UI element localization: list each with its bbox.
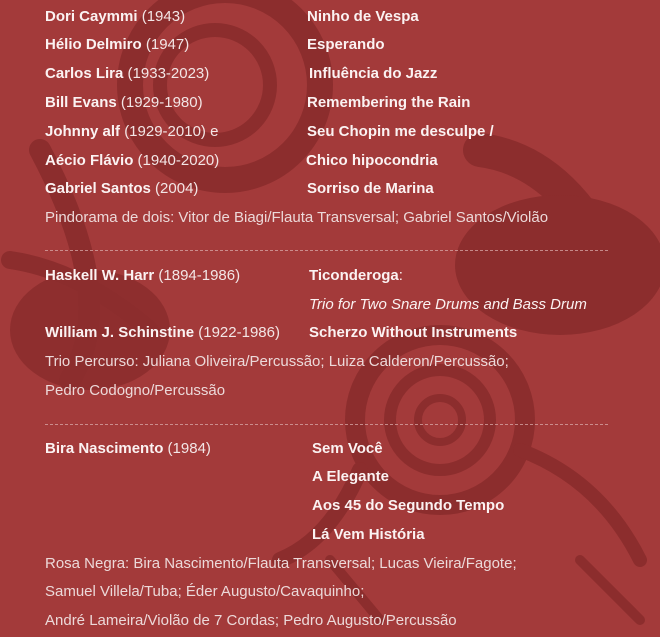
composer-years: (1943) <box>141 8 186 25</box>
composer-years: (1947) <box>145 36 190 53</box>
composer-name: Aécio Flávio <box>45 152 134 169</box>
composer-name: Bill Evans <box>45 94 117 111</box>
composer-years: (1929-1980) <box>120 94 203 111</box>
performers-line: Samuel Villela/Tuba; Éder Augusto/Cavaquinho; <box>45 583 365 600</box>
section-divider <box>45 424 608 425</box>
composer-name: Bira Nascimento <box>45 440 164 457</box>
composer-name: Dori Caymmi <box>45 8 138 25</box>
work-title: Chico hipocondria <box>306 152 438 169</box>
work-subtitle: Trio for Two Snare Drums and Bass Drum <box>309 296 587 313</box>
composer-years: (1984) <box>167 440 211 457</box>
composer-years: (1929-2010) e <box>124 123 219 140</box>
composer-years: (1922-1986) <box>198 324 280 341</box>
composer-name: Hélio Delmiro <box>45 36 142 53</box>
work-title: Lá Vem História <box>312 526 425 543</box>
composer-name: William J. Schinstine <box>45 324 195 341</box>
work-title: Influência do Jazz <box>309 65 438 82</box>
work-title: Remembering the Rain <box>307 94 471 111</box>
work-title: Scherzo Without Instruments <box>309 324 518 341</box>
work-title-suffix: : <box>398 267 403 284</box>
work-title: Ticonderoga <box>309 267 399 284</box>
composer-years: (1933-2023) <box>127 65 210 82</box>
composer-years: (1894-1986) <box>158 267 241 284</box>
performers-line: Trio Percurso: Juliana Oliveira/Percussão; Luiza Calderon/Percussão; <box>45 353 509 370</box>
work-title: Sorriso de Marina <box>307 180 434 197</box>
composer-years: (1940-2020) <box>137 152 220 169</box>
composer-years: (2004) <box>155 180 199 197</box>
work-title: Ninho de Vespa <box>307 8 419 25</box>
composer-name: Carlos Lira <box>45 65 124 82</box>
composer-name: Johnny alf <box>45 123 121 140</box>
section-divider <box>45 250 608 251</box>
composer-name: Haskell W. Harr <box>45 267 155 284</box>
work-title: Esperando <box>307 36 385 53</box>
performers-line: André Lameira/Violão de 7 Cordas; Pedro Augusto/Percussão <box>45 612 457 629</box>
work-title: Aos 45 do Segundo Tempo <box>312 497 505 514</box>
work-title: A Elegante <box>312 468 389 485</box>
work-title: Sem Você <box>312 440 383 457</box>
composer-name: Gabriel Santos <box>45 180 151 197</box>
performers-line: Pedro Codogno/Percussão <box>45 382 226 399</box>
performers-line: Pindorama de dois: Vitor de Biagi/Flauta Transversal; Gabriel Santos/Violão <box>45 209 549 226</box>
work-title: Seu Chopin me desculpe / <box>307 123 494 140</box>
performers-line: Rosa Negra: Bira Nascimento/Flauta Transversal; Lucas Vieira/Fagote; <box>45 555 517 572</box>
